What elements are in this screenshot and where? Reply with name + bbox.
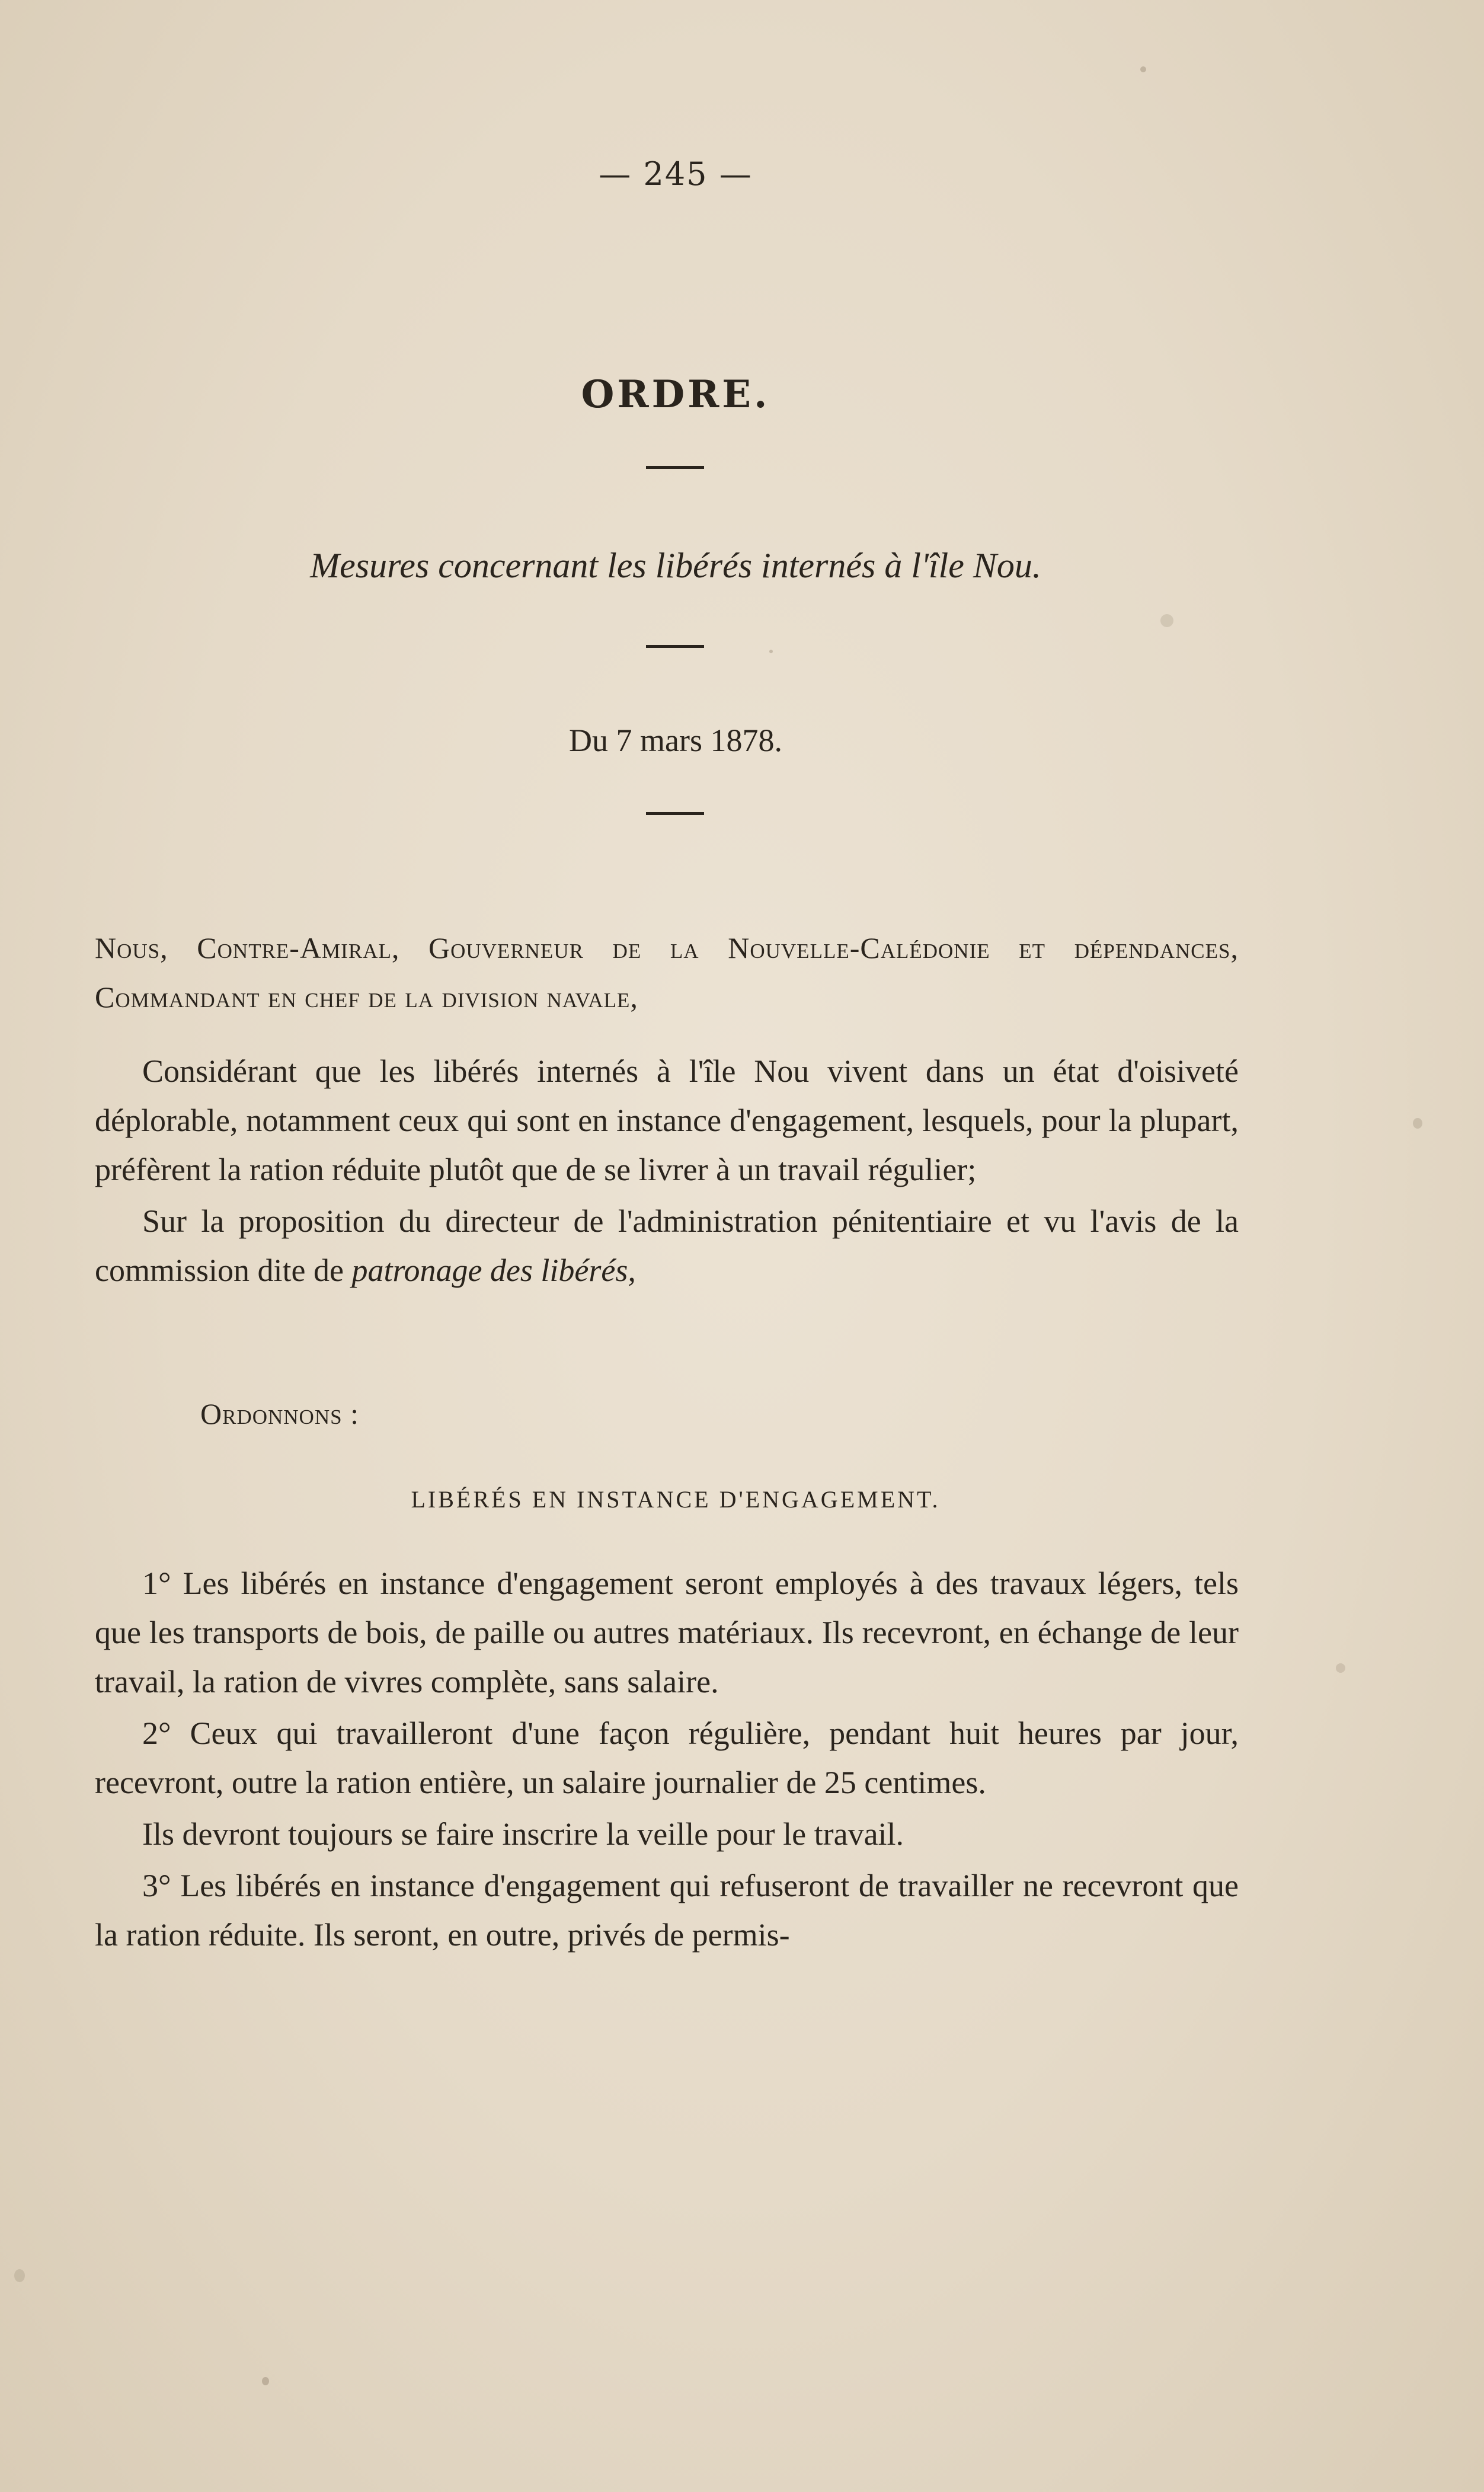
- articles-block: [95, 1559, 1239, 1962]
- paper-stain: [1413, 1118, 1422, 1129]
- paper-stain: [1336, 1663, 1345, 1673]
- page-title: ORDRE.: [581, 372, 770, 417]
- page-number: — 245 —: [599, 155, 753, 193]
- paper-stain: [262, 2377, 269, 2385]
- article-paragraph: 1° Les libérés en instance d'engagement seront employés à des travaux légers, tels que les transports de bois, de paille ou autres matériaux. Ils recevront, en échange de leur travail, la ration de vivres complète, sans salaire.: [95, 1566, 1239, 1699]
- paper-stain: [769, 650, 773, 653]
- paper-stain: [1160, 614, 1173, 627]
- divider-rule: [646, 645, 704, 648]
- proposition-text: Sur la proposition du directeur de l'administration pénitentiaire et vu l'avis de la commission dite de: [95, 1203, 1239, 1288]
- preamble-paragraph: [95, 924, 1239, 1022]
- proposition-paragraph: [95, 1197, 1239, 1295]
- divider-rule: [646, 466, 704, 469]
- date-line: Du 7 mars 1878.: [569, 723, 782, 758]
- article-paragraph: 3° Les libérés en instance d'engagement qui refuseront de travailler ne recevront que la ration réduite. Ils seront, en outre, privés de permis-: [95, 1868, 1239, 1953]
- article-paragraph: 2° Ceux qui travailleront d'une façon régulière, pendant huit heures par jour, recevront, outre la ration entière, un salaire journalier de 25 centimes.: [95, 1715, 1239, 1800]
- consideration-paragraph: Considérant que les libérés internés à l'île Nou vivent dans un état d'oisiveté déplorable, notamment ceux qui sont en instance d'engagement, lesquels, pour la plupart, préfèrent la ration réduite plutôt que de se livrer à un travail régulier;: [95, 1053, 1239, 1187]
- divider-rule: [646, 812, 704, 815]
- proposition-italic: patronage des libérés,: [351, 1253, 636, 1288]
- paper-stain: [1140, 66, 1146, 72]
- section-title: LIBÉRÉS EN INSTANCE D'ENGAGEMENT.: [411, 1486, 941, 1513]
- paper-stain: [14, 2269, 25, 2282]
- subtitle: Mesures concernant les libérés internés à l'île Nou.: [310, 546, 1041, 585]
- considerations-block: [95, 1047, 1239, 1295]
- ordonnons-heading: Ordonnons :: [200, 1397, 359, 1430]
- preamble-text: Nous, Contre-Amiral, Gouverneur de la Nouvelle-Calédonie et dépendances, Commandant en chef de la division navale,: [95, 931, 1239, 1014]
- article-paragraph: Ils devront toujours se faire inscrire la veille pour le travail.: [142, 1816, 904, 1852]
